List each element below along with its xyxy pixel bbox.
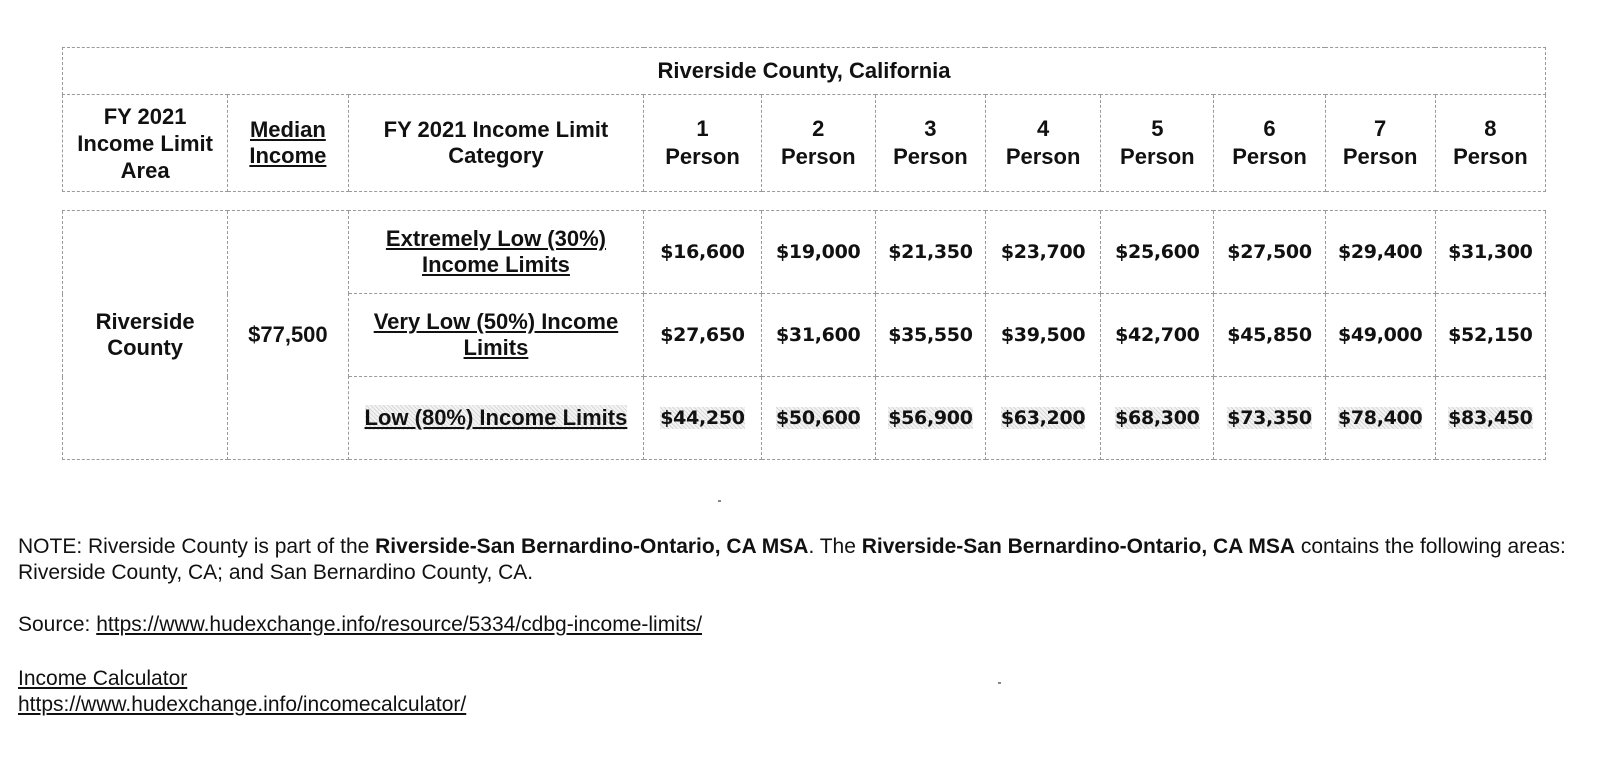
category-cell	[348, 294, 644, 377]
scan-speck	[718, 500, 721, 502]
table-row-extremely-low	[63, 211, 1546, 294]
header-person-5	[1101, 95, 1214, 192]
category-label: Low (80%) Income Limits	[364, 405, 628, 430]
person-count: 4	[1036, 116, 1050, 141]
table-title: Riverside County, California	[63, 48, 1546, 95]
note-suffix: contains the following areas: Riverside County, CA; and San Bernardino County, CA.	[18, 535, 1566, 584]
source-link[interactable]: https://www.hudexchange.info/resource/5334/cdbg-income-limits/	[96, 613, 703, 636]
person-count: 6	[1263, 116, 1276, 141]
note-msa-name: Riverside-San Bernardino-Ontario, CA MSA	[375, 535, 809, 558]
source-label: Source:	[18, 613, 97, 636]
header-income-limit-area: FY 2021 Income Limit Area	[63, 95, 228, 192]
header-person-3	[875, 95, 985, 192]
header-person-2	[761, 95, 875, 192]
value-cell: $31,600	[761, 294, 875, 377]
header-median-income	[228, 95, 348, 192]
value-cell: $23,700	[985, 211, 1100, 294]
person-count: 1	[696, 116, 709, 141]
category-label: Extremely Low (30%) Income Limits	[385, 226, 606, 277]
header-person-4	[985, 95, 1100, 192]
header-person-6	[1214, 95, 1325, 192]
value-cell: $25,600	[1101, 211, 1214, 294]
person-label: Person	[665, 144, 740, 169]
value-cell	[644, 377, 761, 460]
source-line	[18, 612, 1578, 638]
category-label: Very Low (50%) Income Limits	[373, 309, 619, 360]
value-cell: $16,600	[644, 211, 761, 294]
value-cell	[1101, 377, 1214, 460]
value-cell: $21,350	[875, 211, 985, 294]
person-count: 8	[1484, 116, 1497, 141]
value-text: $63,200	[1000, 407, 1086, 429]
value-cell	[985, 377, 1100, 460]
value-cell: $27,650	[644, 294, 761, 377]
category-cell	[348, 377, 644, 460]
header-median-income-label: Median Income	[249, 117, 327, 168]
header-person-7	[1325, 95, 1435, 192]
value-text: $78,400	[1337, 407, 1423, 429]
person-label: Person	[1232, 144, 1307, 169]
value-cell: $31,300	[1435, 211, 1545, 294]
person-label: Person	[1120, 144, 1195, 169]
value-cell: $35,550	[875, 294, 985, 377]
value-cell: $39,500	[985, 294, 1100, 377]
person-label: Person	[780, 144, 856, 169]
spacer-cell	[63, 192, 1546, 211]
income-calculator-block	[18, 666, 1578, 718]
note-prefix: NOTE: Riverside County is part of the	[18, 535, 376, 558]
income-calculator-link[interactable]: https://www.hudexchange.info/incomecalculator/	[18, 693, 467, 716]
value-cell: $52,150	[1435, 294, 1545, 377]
person-count: 3	[924, 116, 937, 141]
value-cell	[1325, 377, 1435, 460]
value-text: $73,350	[1227, 407, 1312, 429]
person-count: 2	[812, 116, 825, 141]
value-text: $56,900	[888, 407, 973, 429]
person-label: Person	[893, 144, 968, 169]
value-cell	[1435, 377, 1545, 460]
income-calculator-title-link[interactable]: Income Calculator	[18, 667, 188, 690]
value-cell	[875, 377, 985, 460]
note-middle: . The	[808, 535, 862, 558]
person-label: Person	[1005, 144, 1081, 169]
person-count: 5	[1151, 116, 1164, 141]
median-income-cell: $77,500	[228, 211, 348, 460]
value-cell: $29,400	[1325, 211, 1435, 294]
value-cell	[761, 377, 875, 460]
spacer-row	[63, 192, 1546, 211]
area-name-cell: Riverside County	[63, 211, 228, 460]
value-text: $50,600	[776, 407, 861, 429]
value-cell: $49,000	[1325, 294, 1435, 377]
person-count: 7	[1374, 116, 1387, 141]
header-person-1	[644, 95, 761, 192]
person-label: Person	[1453, 144, 1528, 169]
person-label: Person	[1342, 144, 1418, 169]
value-cell: $19,000	[761, 211, 875, 294]
header-income-limit-category: FY 2021 Income Limit Category	[348, 95, 644, 192]
msa-note	[18, 534, 1578, 586]
value-cell: $45,850	[1214, 294, 1325, 377]
value-text: $68,300	[1115, 407, 1200, 429]
value-text: $83,450	[1448, 407, 1533, 429]
value-cell	[1214, 377, 1325, 460]
value-text: $44,250	[660, 407, 745, 429]
header-person-8	[1435, 95, 1545, 192]
note-msa-name: Riverside-San Bernardino-Ontario, CA MSA	[861, 535, 1296, 558]
value-cell: $27,500	[1214, 211, 1325, 294]
income-limits-table	[62, 47, 1546, 460]
value-cell: $42,700	[1101, 294, 1214, 377]
category-cell	[348, 211, 644, 294]
